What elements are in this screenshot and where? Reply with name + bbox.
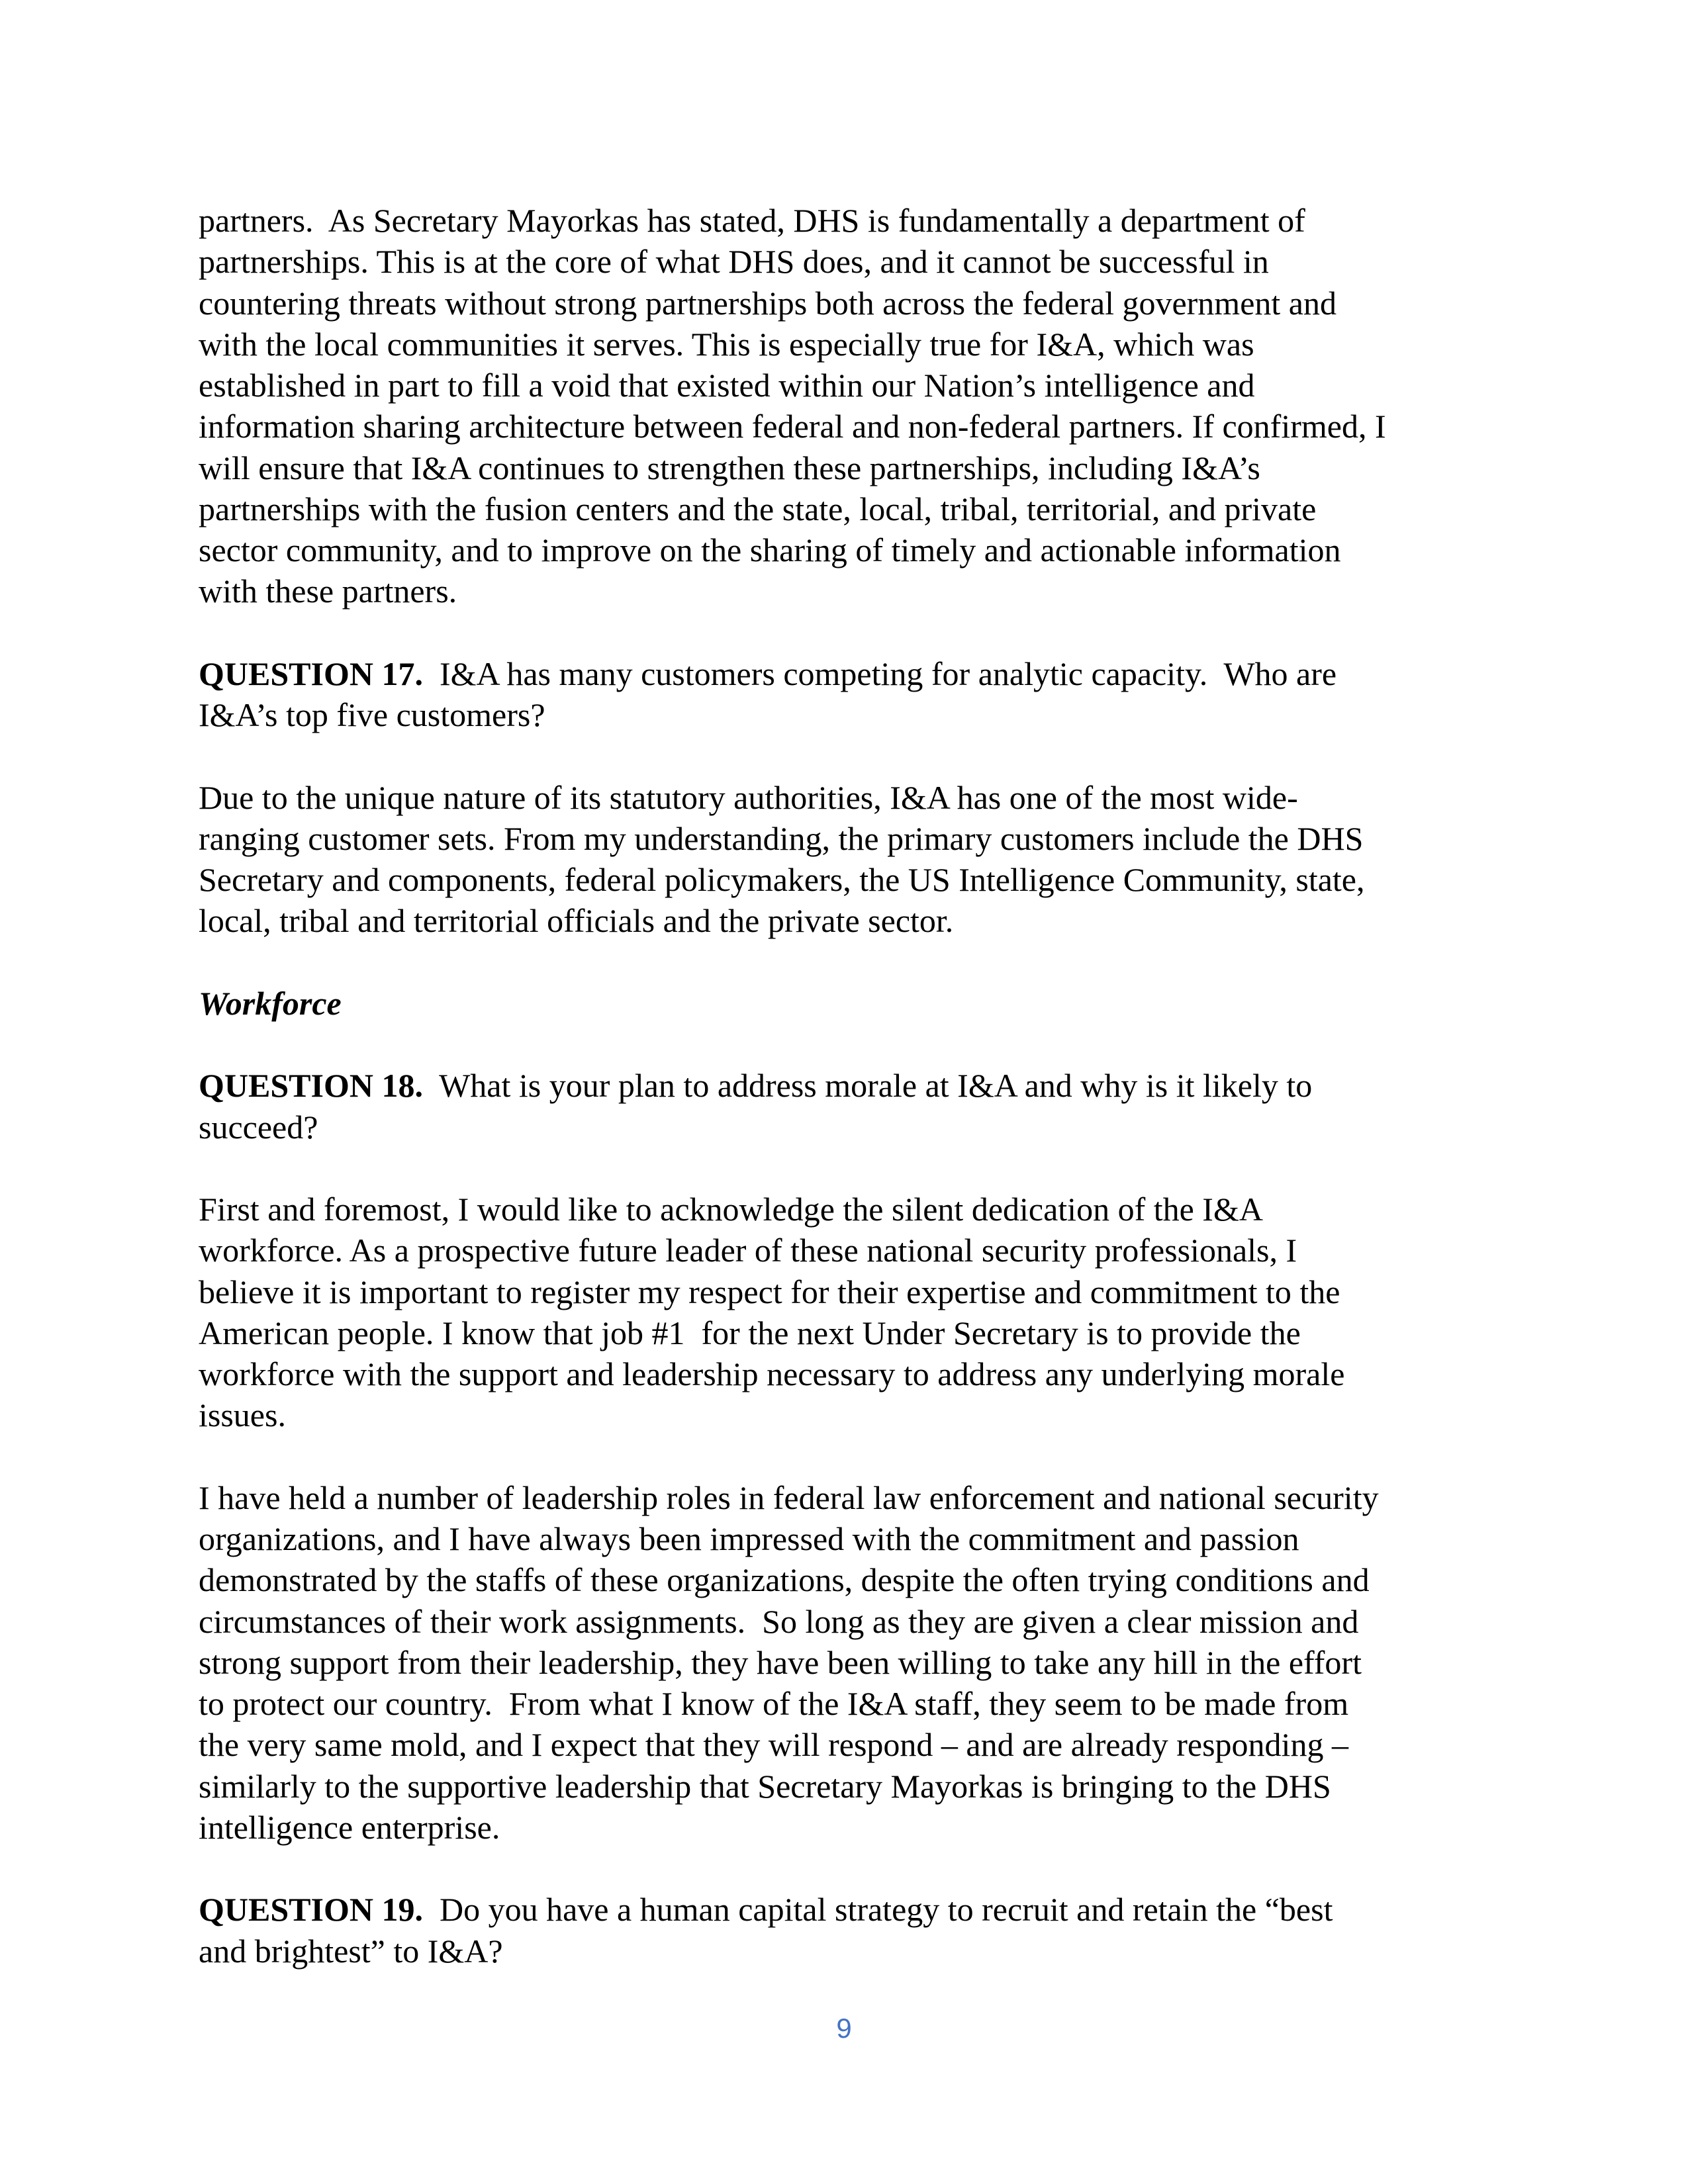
text-line: established in part to fill a void that existed within our Nation’s intelligence and [199, 367, 1255, 404]
text-line: partnerships with the fusion centers and the state, local, tribal, territorial, and private [199, 490, 1317, 527]
text-line: Secretary and components, federal policymakers, the US Intelligence Community, state, [199, 861, 1365, 898]
text-line: with the local communities it serves. This is especially true for I&A, which was [199, 325, 1254, 363]
text-line: strong support from their leadership, they have been willing to take any hill in the effort [199, 1643, 1362, 1681]
text-line: American people. I know that job #1 for the next Under Secretary is to provide the [199, 1314, 1301, 1351]
text-line: with these partners. [199, 572, 457, 610]
text-line: Due to the unique nature of its statutory authorities, I&A has one of the most wide- [199, 778, 1298, 816]
section-heading: Workforce [199, 984, 342, 1022]
text-line: believe it is important to register my respect for their expertise and commitment to the [199, 1273, 1340, 1310]
text-line: sector community, and to improve on the sharing of timely and actionable information [199, 531, 1341, 569]
text-line: will ensure that I&A continues to strengthen these partnerships, including I&A’s [199, 449, 1260, 486]
text-line: succeed? [199, 1108, 318, 1146]
text-line: organizations, and I have always been impressed with the commitment and passion [199, 1520, 1299, 1557]
question-18 [199, 1065, 1496, 1148]
section-heading-workforce [199, 983, 1496, 1024]
text-line: partnerships. This is at the core of what DHS does, and it cannot be successful in [199, 243, 1269, 281]
text-line: local, tribal and territorial officials and the private sector. [199, 902, 954, 940]
paragraph-partnerships [199, 200, 1496, 612]
question-label: QUESTION 19. [199, 1891, 423, 1929]
answer-18-part-1 [199, 1189, 1496, 1436]
text-line: partners. As Secretary Mayorkas has stated, DHS is fundamentally a department of [199, 202, 1305, 239]
text-line: similarly to the supportive leadership that Secretary Mayorkas is bringing to the DHS [199, 1767, 1331, 1805]
question-text: I&A has many customers competing for analytic capacity. Who are [422, 655, 1337, 692]
text-line: workforce. As a prospective future leader of these national security professionals, I [199, 1232, 1297, 1269]
text-line [199, 653, 1496, 694]
page-number-text: 9 [836, 2013, 852, 2044]
text-line: I&A’s top five customers? [199, 696, 545, 733]
question-17 [199, 653, 1496, 736]
text-line: and brightest” to I&A? [199, 1932, 503, 1970]
text-line: I have held a number of leadership roles in federal law enforcement and national security [199, 1479, 1379, 1516]
text-line: issues. [199, 1396, 286, 1434]
answer-17 [199, 777, 1496, 942]
page-body [199, 200, 1496, 1972]
answer-18-part-2 [199, 1477, 1496, 1848]
text-line: First and foremost, I would like to acknowledge the silent dedication of the I&A [199, 1191, 1263, 1228]
text-line: information sharing architecture between federal and non-federal partners. If confirmed, I [199, 408, 1386, 445]
question-19 [199, 1889, 1496, 1972]
text-line [199, 1889, 1496, 1930]
text-line: to protect our country. From what I know of the I&A staff, they seem to be made from [199, 1685, 1349, 1722]
text-line [199, 1065, 1496, 1106]
text-line: workforce with the support and leadership necessary to address any underlying morale [199, 1355, 1345, 1392]
text-line: intelligence enterprise. [199, 1808, 500, 1846]
question-text: What is your plan to address morale at I&A and why is it likely to [422, 1067, 1313, 1105]
text-line: circumstances of their work assignments. So long as they are given a clear mission and [199, 1602, 1359, 1640]
text-line: ranging customer sets. From my understanding, the primary customers include the DHS [199, 819, 1364, 857]
question-label: QUESTION 17. [199, 655, 423, 692]
question-text: Do you have a human capital strategy to recruit and retain the “best [422, 1891, 1333, 1929]
text-line: demonstrated by the staffs of these organizations, despite the often trying conditions and [199, 1561, 1370, 1599]
text-line: countering threats without strong partnerships both across the federal government and [199, 284, 1336, 322]
page-number [0, 2012, 1688, 2045]
text-line: the very same mold, and I expect that they will respond – and are already responding – [199, 1726, 1348, 1764]
question-label: QUESTION 18. [199, 1067, 423, 1105]
